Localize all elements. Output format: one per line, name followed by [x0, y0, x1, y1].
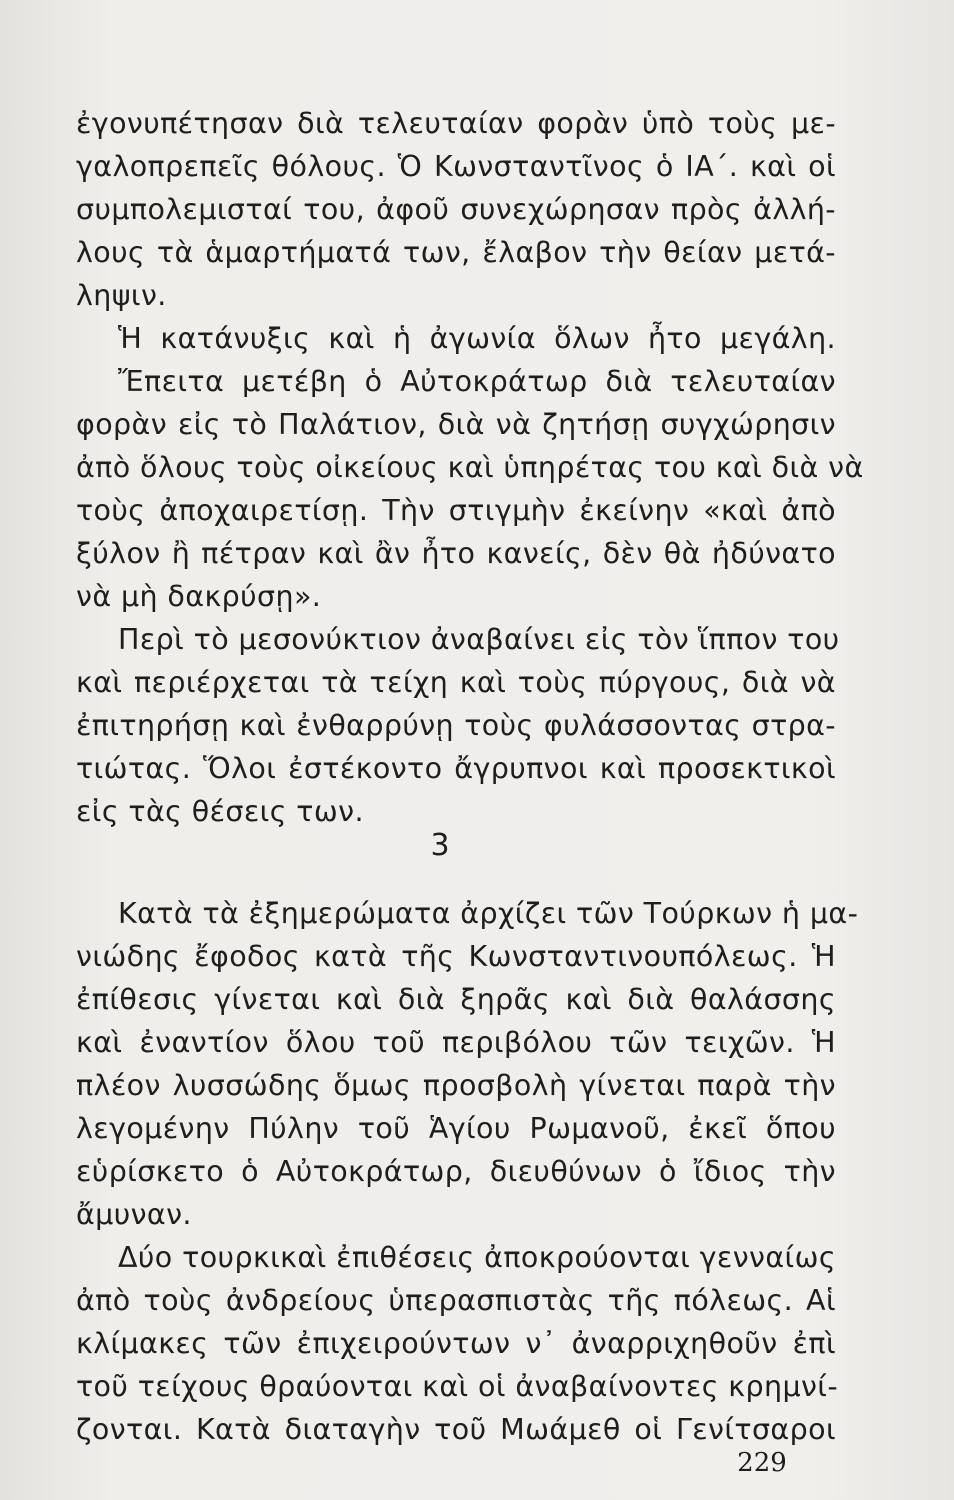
text-line: λους τὰ ἁμαρτήματά των, ἔλαβον τὴν θείαν μετά-	[76, 236, 836, 269]
text-line: φορὰν εἰς τὸ Παλάτιον, διὰ νὰ ζητήσῃ συγχώρησιν	[76, 408, 836, 441]
text-line: πλέον λυσσώδης ὅμως προσβολὴ γίνεται παρὰ τὴν	[76, 1069, 836, 1102]
text-line: Δύο τουρκικαὶ ἐπιθέσεις ἀποκρούονται γενναίως	[118, 1241, 836, 1274]
text-line: καὶ περιέρχεται τὰ τείχη καὶ τοὺς πύργους, διὰ νὰ	[76, 666, 836, 699]
text-line: ἀπὸ ὅλους τοὺς οἰκείους καὶ ὑπηρέτας του καὶ διὰ νὰ	[76, 451, 864, 484]
text-line: κλίμακες τῶν ἐπιχειρούντων ν᾽ ἀναρριχηθοῦν ἐπὶ	[76, 1327, 836, 1360]
text-line: τοῦ τείχους θραύονται καὶ οἱ ἀναβαίνοντες κρημνί-	[76, 1370, 839, 1403]
text-line: Κατὰ τὰ ἐξημερώματα ἀρχίζει τῶν Τούρκων ἡ μα-	[118, 897, 859, 930]
text-line: ξύλον ἢ πέτραν καὶ ἂν ἦτο κανείς, δὲν θὰ ἠδύνατο	[76, 537, 836, 570]
text-line: λεγομένην Πύλην τοῦ Ἁγίου Ρωμανοῦ, ἐκεῖ ὅπου	[76, 1112, 836, 1145]
text-line: ἐγονυπέτησαν διὰ τελευταίαν φορὰν ὑπὸ τοὺς με-	[76, 107, 836, 140]
text-line: Περὶ τὸ μεσονύκτιον ἀναβαίνει εἰς τὸν ἵππον του	[118, 623, 840, 656]
text-line: εὑρίσκετο ὁ Αὐτοκράτωρ, διευθύνων ὁ ἴδιος τὴν	[76, 1155, 836, 1188]
page-number: 229	[737, 1448, 787, 1478]
text-line: ζονται. Κατὰ διαταγὴν τοῦ Μωάμεθ οἱ Γενίτσαροι	[76, 1413, 836, 1446]
text-line: συμπολεμισταί του, ἀφοῦ συνεχώρησαν πρὸς ἀλλή-	[76, 193, 836, 226]
text-line: νὰ μὴ δακρύσῃ».	[76, 580, 322, 613]
text-line: ληψιν.	[76, 279, 167, 312]
text-line: τιώτας. Ὅλοι ἐστέκοντο ἄγρυπνοι καὶ προσεκτικοὶ	[76, 752, 836, 785]
text-line: ἐπίθεσις γίνεται καὶ διὰ ξηρᾶς καὶ διὰ θαλάσσης	[76, 983, 836, 1016]
text-line: γαλοπρεπεῖς θόλους. Ὁ Κωνσταντῖνος ὁ ΙΑ΄. καὶ οἱ	[76, 150, 836, 183]
text-line: εἰς τὰς θέσεις των.	[76, 795, 364, 828]
text-line: ἄμυναν.	[76, 1198, 192, 1231]
text-line: Ἡ κατάνυξις καὶ ἡ ἀγωνία ὅλων ἦτο μεγάλη.	[118, 322, 836, 355]
section-number: 3	[430, 828, 450, 863]
text-line: Ἔπειτα μετέβη ὁ Αὐτοκράτωρ διὰ τελευταίαν	[118, 365, 836, 398]
text-line: τοὺς ἀποχαιρετίσῃ. Τὴν στιγμὴν ἐκείνην «καὶ ἀπὸ	[76, 494, 836, 527]
text-line: ἀπὸ τοὺς ἀνδρείους ὑπερασπιστὰς τῆς πόλεως. Αἱ	[76, 1284, 836, 1317]
text-line: νιώδης ἔφοδος κατὰ τῆς Κωνσταντινουπόλεως. Ἡ	[76, 940, 836, 973]
text-line: καὶ ἐναντίον ὅλου τοῦ περιβόλου τῶν τειχῶν. Ἡ	[76, 1026, 836, 1059]
text-line: ἐπιτηρήσῃ καὶ ἐνθαρρύνῃ τοὺς φυλάσσοντας στρα-	[76, 709, 836, 742]
